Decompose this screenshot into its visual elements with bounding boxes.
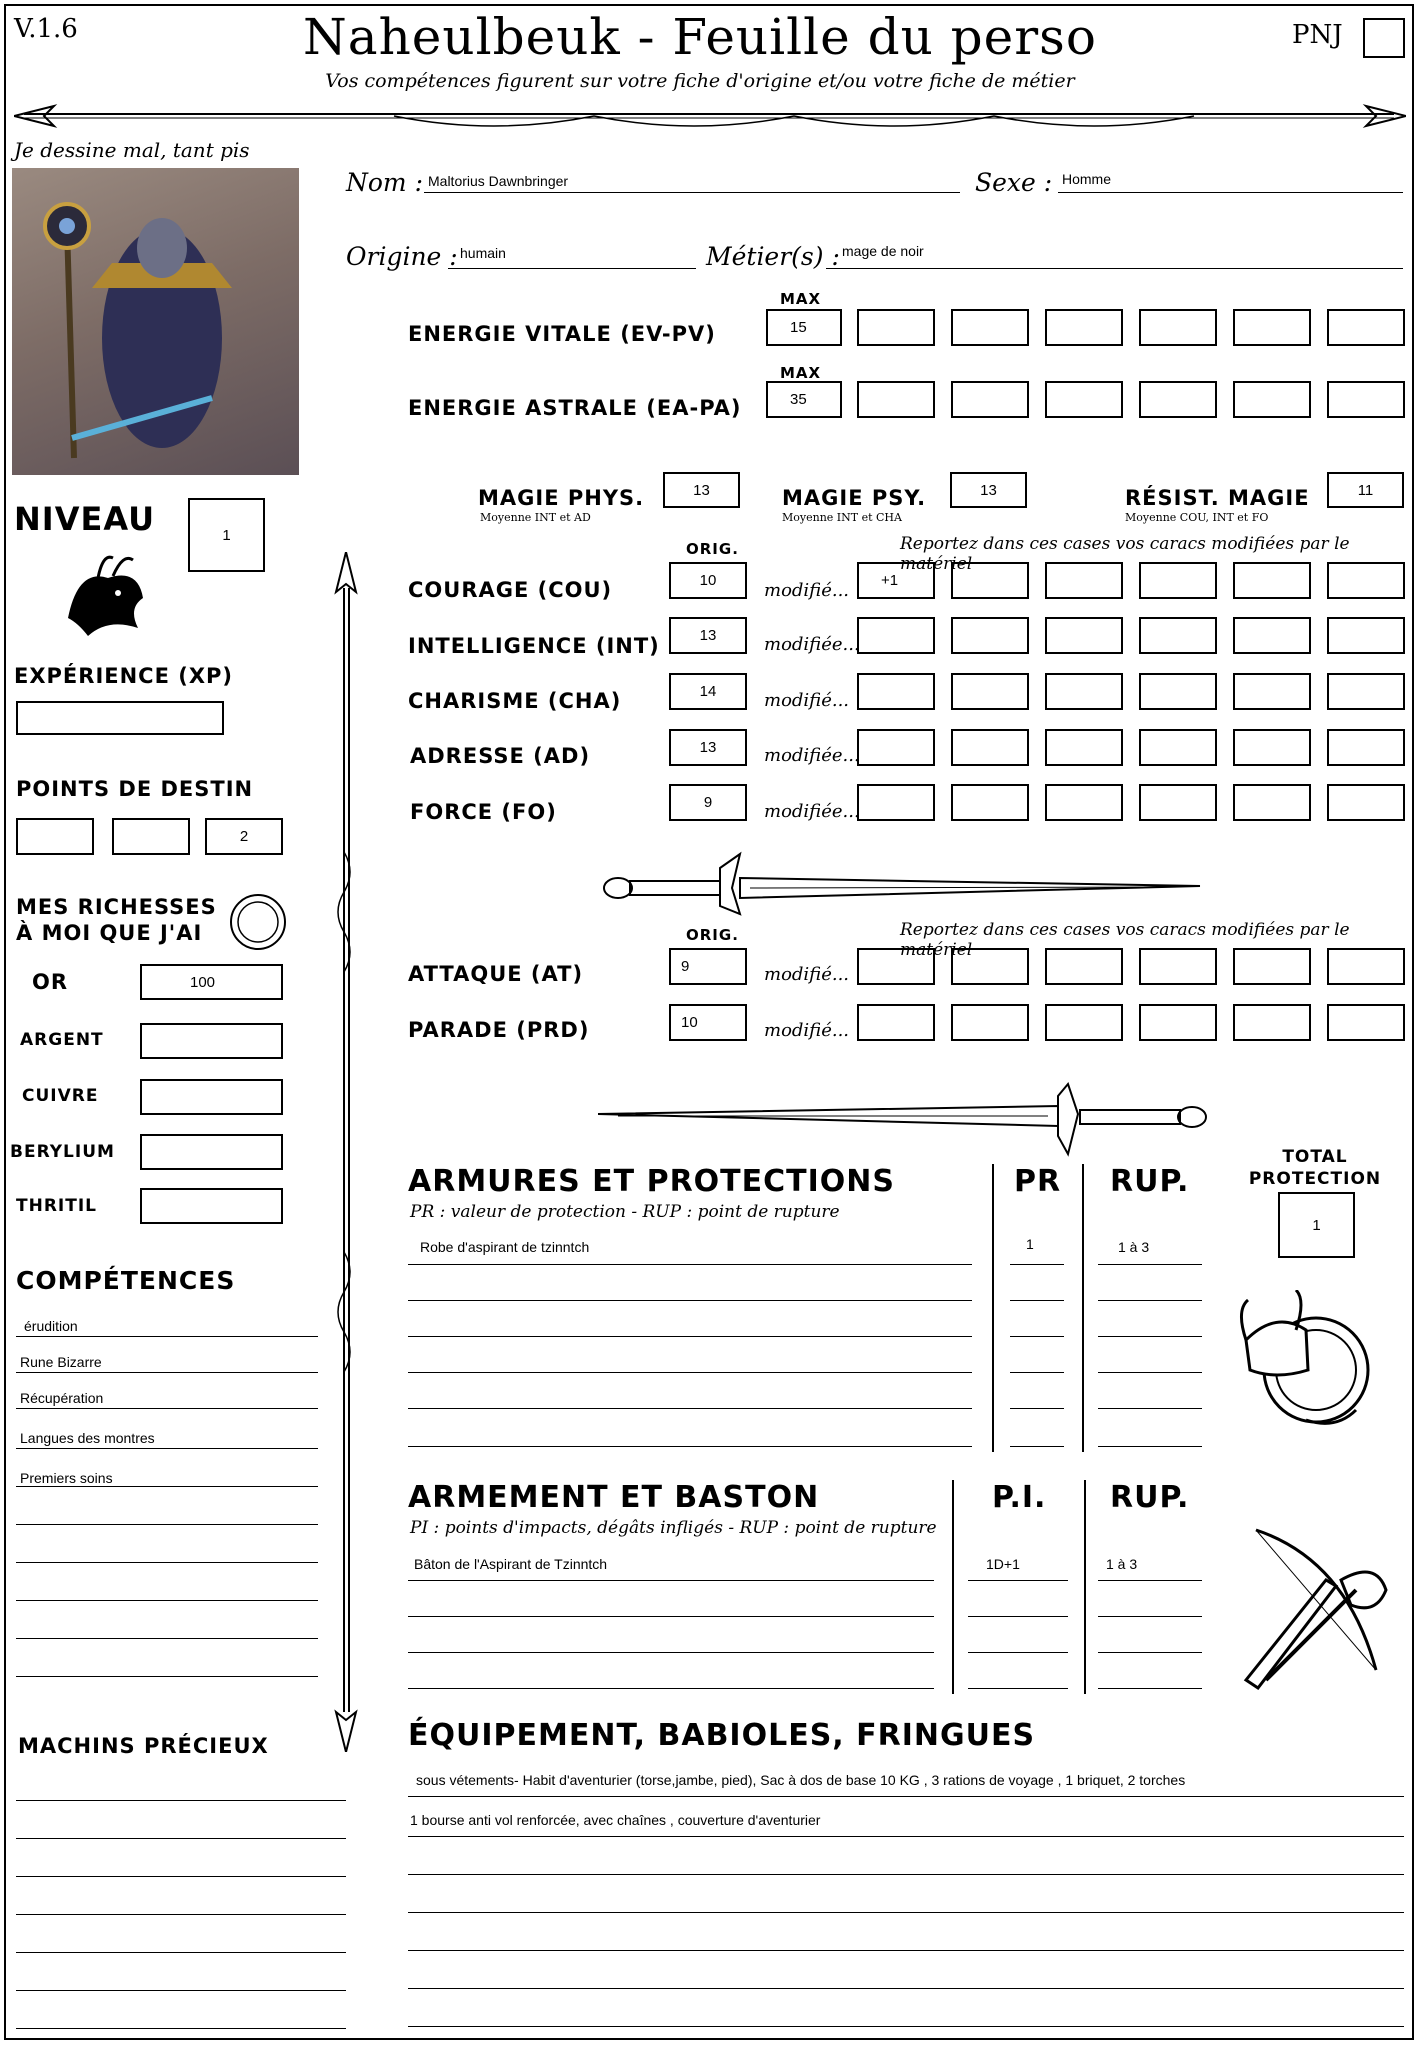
competence-line[interactable] xyxy=(16,1582,318,1601)
armor-divider xyxy=(992,1164,994,1452)
int-mod-box[interactable] xyxy=(1045,617,1123,654)
sexe-value: Homme xyxy=(1062,171,1112,187)
ev-track-box[interactable] xyxy=(1045,309,1123,346)
machin-line[interactable] xyxy=(16,1782,346,1801)
ad-mod-box[interactable] xyxy=(1327,729,1405,766)
magie-phys-label: MAGIE PHYS. xyxy=(478,486,645,510)
armor-item: Robe d'aspirant de tzinntch xyxy=(420,1239,590,1255)
fo-mod-box[interactable] xyxy=(1139,784,1217,821)
int-modifiee-label: modifiée... xyxy=(764,634,860,655)
armor-pr-label: PR xyxy=(1014,1164,1062,1199)
equipment-row-line[interactable] xyxy=(408,1818,1404,1837)
armor-pr-line[interactable] xyxy=(1010,1354,1064,1373)
weapon-pi-line[interactable] xyxy=(968,1670,1068,1689)
weapon-row-line[interactable] xyxy=(408,1634,934,1653)
ev-track-box[interactable] xyxy=(1233,309,1311,346)
at-orig-box[interactable]: 9 xyxy=(669,948,747,985)
at-modifie-label: modifié... xyxy=(764,964,850,985)
page-subtitle: Vos compétences figurent sur votre fiche d'origine et/ou votre fiche de métier xyxy=(325,70,1075,92)
ev-track-box[interactable] xyxy=(951,309,1029,346)
cha-label: CHARISME (CHA) xyxy=(408,689,622,713)
argent-label: ARGENT xyxy=(20,1030,104,1050)
equipment-row-line[interactable] xyxy=(408,1778,1404,1797)
stats-note: Reportez dans ces cases vos caracs modifiées par le matériel xyxy=(900,534,1350,574)
prd-modifie-label: modifié... xyxy=(764,1020,850,1041)
equipment-row-line[interactable] xyxy=(408,2008,1404,2027)
competence-line[interactable] xyxy=(16,1544,318,1563)
berylium-box[interactable] xyxy=(140,1134,283,1170)
armor-rup-label: RUP. xyxy=(1110,1164,1190,1199)
or-box[interactable]: 100 xyxy=(140,964,283,1000)
niveau-label: NIVEAU xyxy=(14,500,156,538)
combat-orig-label: ORIG. xyxy=(686,926,739,944)
armor-title: ARMURES ET PROTECTIONS xyxy=(408,1164,895,1199)
ev-track-box[interactable] xyxy=(1327,309,1405,346)
competence-item: érudition xyxy=(24,1318,78,1334)
resist-magie-box[interactable]: 11 xyxy=(1327,472,1404,508)
cou-modifie-label: modifié... xyxy=(764,580,850,601)
weapon-rup-line[interactable] xyxy=(1098,1598,1202,1617)
helmet-shield-icon xyxy=(1236,1290,1376,1440)
niveau-box[interactable]: 1 xyxy=(188,498,265,572)
magie-phys-box[interactable]: 13 xyxy=(663,472,740,508)
cha-mod-box[interactable] xyxy=(951,673,1029,710)
thritil-box[interactable] xyxy=(140,1188,283,1224)
machins-label: MACHINS PRÉCIEUX xyxy=(18,1734,269,1758)
spear-icon xyxy=(326,552,366,1752)
pnj-label: PNJ xyxy=(1292,20,1343,50)
richesses-label xyxy=(16,894,217,946)
resist-magie-label: RÉSIST. MAGIE xyxy=(1125,486,1310,510)
prd-orig-box[interactable]: 10 xyxy=(669,1004,747,1041)
fo-label: FORCE (FO) xyxy=(410,800,557,824)
at-mod-box[interactable] xyxy=(1233,948,1311,985)
prd-mod-box[interactable] xyxy=(1327,1004,1405,1041)
machin-line[interactable] xyxy=(16,1896,346,1915)
sexe-label: Sexe : xyxy=(975,168,1053,197)
total-protection-label-line1: TOTAL xyxy=(1282,1147,1348,1167)
armor-pr-line[interactable] xyxy=(1010,1318,1064,1337)
ev-track-box[interactable] xyxy=(857,309,935,346)
or-label: OR xyxy=(32,970,69,994)
origine-label: Origine : xyxy=(346,242,458,271)
cha-modifie-label: modifié... xyxy=(764,690,850,711)
machin-line[interactable] xyxy=(16,2010,346,2029)
ea-track-box[interactable] xyxy=(1327,381,1405,418)
cou-mod-box[interactable] xyxy=(1327,562,1405,599)
competence-line[interactable] xyxy=(16,1506,318,1525)
int-label: INTELLIGENCE (INT) xyxy=(408,634,660,658)
nom-label: Nom : xyxy=(346,168,424,197)
at-mod-box[interactable] xyxy=(951,948,1029,985)
competence-item: Rune Bizarre xyxy=(20,1354,102,1370)
at-mod-box[interactable] xyxy=(1045,948,1123,985)
armor-pr-line[interactable] xyxy=(1010,1246,1064,1265)
prd-mod-box[interactable] xyxy=(1233,1004,1311,1041)
int-orig-box[interactable]: 13 xyxy=(669,617,747,654)
fo-mod-box[interactable] xyxy=(1233,784,1311,821)
ev-max-label: MAX xyxy=(780,290,822,308)
equipment-row-line[interactable] xyxy=(408,1856,1404,1875)
cou-mod-box[interactable] xyxy=(951,562,1029,599)
armor-rup-line[interactable] xyxy=(1098,1390,1202,1409)
ea-track-box[interactable] xyxy=(857,381,935,418)
armor-row-line[interactable] xyxy=(408,1428,972,1447)
at-label: ATTAQUE (AT) xyxy=(408,962,584,986)
machin-line[interactable] xyxy=(16,1934,346,1953)
armor-pr-line[interactable] xyxy=(1010,1390,1064,1409)
armor-item-pr: 1 xyxy=(1026,1236,1034,1252)
armor-pr-line[interactable] xyxy=(1010,1428,1064,1447)
weapons-note: PI : points d'impacts, dégâts infligés - RUP : point de rupture xyxy=(410,1518,937,1538)
resist-magie-note: Moyenne COU, INT et FO xyxy=(1125,511,1269,524)
cou-orig-box[interactable]: 10 xyxy=(669,562,747,599)
cha-mod-box[interactable] xyxy=(1139,673,1217,710)
prd-mod-box[interactable] xyxy=(857,1004,935,1041)
equipment-line-1: sous vétements- Habit d'aventurier (torse,jambe, pied), Sac à dos de base 10 KG , 3 rations de voyage , 1 briquet, 2 torches xyxy=(416,1772,1186,1788)
cha-mod-box[interactable] xyxy=(1045,673,1123,710)
cuivre-label: CUIVRE xyxy=(22,1086,99,1106)
armor-pr-line[interactable] xyxy=(1010,1282,1064,1301)
equipment-row-line[interactable] xyxy=(408,1932,1404,1951)
int-mod-box[interactable] xyxy=(951,617,1029,654)
at-mod-box[interactable] xyxy=(1327,948,1405,985)
ea-track-box[interactable] xyxy=(951,381,1029,418)
thritil-label: THRITIL xyxy=(16,1196,97,1216)
armor-divider xyxy=(1082,1164,1084,1452)
machin-line[interactable] xyxy=(16,1858,346,1877)
weapons-divider xyxy=(952,1480,954,1694)
destin-box[interactable]: 2 xyxy=(205,818,283,855)
competence-line[interactable] xyxy=(16,1658,318,1677)
weapon-rup-line[interactable] xyxy=(1098,1634,1202,1653)
int-mod-box[interactable] xyxy=(1233,617,1311,654)
weapon-item-pi: 1D+1 xyxy=(986,1556,1020,1572)
cou-mod-box[interactable] xyxy=(1233,562,1311,599)
cha-mod-box[interactable] xyxy=(857,673,935,710)
cou-mod-box[interactable]: +1 xyxy=(857,562,935,599)
prd-mod-box[interactable] xyxy=(1045,1004,1123,1041)
equipment-row-line[interactable] xyxy=(408,1970,1404,1989)
fo-mod-box[interactable] xyxy=(951,784,1029,821)
fo-orig-box[interactable]: 9 xyxy=(669,784,747,821)
armor-note: PR : valeur de protection - RUP : point de rupture xyxy=(410,1202,840,1222)
origine-value: humain xyxy=(460,245,506,261)
total-protection-box[interactable]: 1 xyxy=(1278,1192,1355,1258)
total-protection-label xyxy=(1240,1146,1390,1190)
destin-box[interactable] xyxy=(112,818,190,855)
armor-row-line[interactable] xyxy=(408,1318,972,1337)
fo-mod-box[interactable] xyxy=(857,784,935,821)
combat-note: Reportez dans ces cases vos caracs modifiées par le matériel xyxy=(900,920,1350,960)
ad-mod-box[interactable] xyxy=(951,729,1029,766)
pnj-checkbox[interactable] xyxy=(1363,18,1405,58)
cuivre-box[interactable] xyxy=(140,1079,283,1115)
cha-mod-box[interactable] xyxy=(1327,673,1405,710)
magie-psy-label: MAGIE PSY. xyxy=(782,486,927,510)
at-mod-box[interactable] xyxy=(857,948,935,985)
metier-value: mage de noir xyxy=(842,243,924,259)
ev-max-box[interactable]: 15 xyxy=(766,309,842,346)
character-portrait xyxy=(12,168,299,475)
ad-mod-box[interactable] xyxy=(1139,729,1217,766)
cha-mod-box[interactable] xyxy=(1233,673,1311,710)
armor-row-line[interactable] xyxy=(408,1246,972,1265)
weapons-divider xyxy=(1084,1480,1086,1694)
armor-row-line[interactable] xyxy=(408,1354,972,1373)
page-title: Naheulbeuk - Feuille du perso xyxy=(303,8,1097,66)
armor-rup-line[interactable] xyxy=(1098,1318,1202,1337)
richesses-label-line1: MES RICHESSES xyxy=(16,895,217,919)
competence-line[interactable] xyxy=(16,1620,318,1639)
armor-rup-line[interactable] xyxy=(1098,1246,1202,1265)
richesses-label-line2: À MOI QUE J'AI xyxy=(16,921,203,945)
weapon-pi-line[interactable] xyxy=(968,1562,1068,1581)
ea-track-box[interactable] xyxy=(1045,381,1123,418)
portrait-caption: Je dessine mal, tant pis xyxy=(14,138,250,162)
ea-max-box[interactable]: 35 xyxy=(766,381,842,418)
int-mod-box[interactable] xyxy=(1139,617,1217,654)
ev-track-box[interactable] xyxy=(1139,309,1217,346)
cou-mod-box[interactable] xyxy=(1045,562,1123,599)
weapon-item: Bâton de l'Aspirant de Tzinntch xyxy=(414,1556,608,1572)
magie-phys-note: Moyenne INT et AD xyxy=(480,511,591,524)
ad-label: ADRESSE (AD) xyxy=(410,744,591,768)
armor-rup-line[interactable] xyxy=(1098,1428,1202,1447)
armor-row-line[interactable] xyxy=(408,1390,972,1409)
ea-track-box[interactable] xyxy=(1139,381,1217,418)
spear-divider-icon xyxy=(14,96,1406,136)
competence-item: Langues des montres xyxy=(20,1430,155,1446)
coin-icon xyxy=(228,892,288,952)
weapon-row-line[interactable] xyxy=(408,1562,934,1581)
ea-track-box[interactable] xyxy=(1233,381,1311,418)
dragon-icon xyxy=(58,548,148,640)
ad-orig-box[interactable]: 13 xyxy=(669,729,747,766)
int-mod-box[interactable] xyxy=(857,617,935,654)
equipment-title: ÉQUIPEMENT, BABIOLES, FRINGUES xyxy=(408,1718,1036,1753)
crossed-weapons-icon xyxy=(1226,1520,1406,1700)
destin-box[interactable] xyxy=(16,818,94,855)
weapon-rup-line[interactable] xyxy=(1098,1562,1202,1581)
magie-psy-note: Moyenne INT et CHA xyxy=(782,511,902,524)
xp-label: EXPÉRIENCE (XP) xyxy=(14,664,234,688)
armor-rup-line[interactable] xyxy=(1098,1354,1202,1373)
ad-mod-box[interactable] xyxy=(1233,729,1311,766)
weapon-item-rup: 1 à 3 xyxy=(1106,1556,1138,1572)
nom-value: Maltorius Dawnbringer xyxy=(428,173,569,189)
ea-max-label: MAX xyxy=(780,364,822,382)
competences-label: COMPÉTENCES xyxy=(16,1266,236,1295)
weapons-rup-label: RUP. xyxy=(1110,1480,1190,1515)
ad-mod-box[interactable] xyxy=(1045,729,1123,766)
armor-item-rup: 1 à 3 xyxy=(1118,1239,1150,1255)
prd-label: PARADE (PRD) xyxy=(408,1018,590,1042)
ad-mod-box[interactable] xyxy=(857,729,935,766)
weapon-pi-line[interactable] xyxy=(968,1598,1068,1617)
equipment-row-line[interactable] xyxy=(408,1894,1404,1913)
fo-mod-box[interactable] xyxy=(1045,784,1123,821)
competence-item: Récupération xyxy=(20,1390,104,1406)
orig-label: ORIG. xyxy=(686,540,739,558)
total-protection-label-line2: PROTECTION xyxy=(1248,1169,1382,1189)
weapon-pi-line[interactable] xyxy=(968,1634,1068,1653)
magie-psy-box[interactable]: 13 xyxy=(950,472,1027,508)
weapon-row-line[interactable] xyxy=(408,1598,934,1617)
fo-mod-box[interactable] xyxy=(1327,784,1405,821)
machin-line[interactable] xyxy=(16,1972,346,1991)
berylium-label: BERYLIUM xyxy=(10,1142,115,1162)
machin-line[interactable] xyxy=(16,1820,346,1839)
weapon-row-line[interactable] xyxy=(408,1670,934,1689)
xp-box[interactable] xyxy=(16,701,224,735)
armor-row-line[interactable] xyxy=(408,1282,972,1301)
competence-item: Premiers soins xyxy=(20,1470,113,1486)
equipment-line-2: 1 bourse anti vol renforcée, avec chaînes , couverture d'aventurier xyxy=(410,1812,821,1828)
ea-label: ENERGIE ASTRALE (EA-PA) xyxy=(408,396,742,420)
at-mod-box[interactable] xyxy=(1139,948,1217,985)
cha-orig-box[interactable]: 14 xyxy=(669,673,747,710)
weapons-title: ARMEMENT ET BASTON xyxy=(408,1480,820,1515)
cou-label: COURAGE (COU) xyxy=(408,578,613,602)
sword-icon xyxy=(600,848,1212,918)
prd-mod-box[interactable] xyxy=(951,1004,1029,1041)
metier-label: Métier(s) : xyxy=(706,242,840,271)
prd-mod-box[interactable] xyxy=(1139,1004,1217,1041)
fo-modifiee-label: modifiée... xyxy=(764,801,860,822)
destin-label: POINTS DE DESTIN xyxy=(16,777,254,801)
int-mod-box[interactable] xyxy=(1327,617,1405,654)
armor-rup-line[interactable] xyxy=(1098,1282,1202,1301)
weapons-pi-label: P.I. xyxy=(992,1480,1047,1515)
sword-icon xyxy=(598,1080,1210,1160)
weapon-rup-line[interactable] xyxy=(1098,1670,1202,1689)
version-label: V.1.6 xyxy=(14,14,78,44)
cou-mod-box[interactable] xyxy=(1139,562,1217,599)
ev-label: ENERGIE VITALE (EV-PV) xyxy=(408,322,716,346)
ad-modifiee-label: modifiée... xyxy=(764,745,860,766)
argent-box[interactable] xyxy=(140,1023,283,1059)
